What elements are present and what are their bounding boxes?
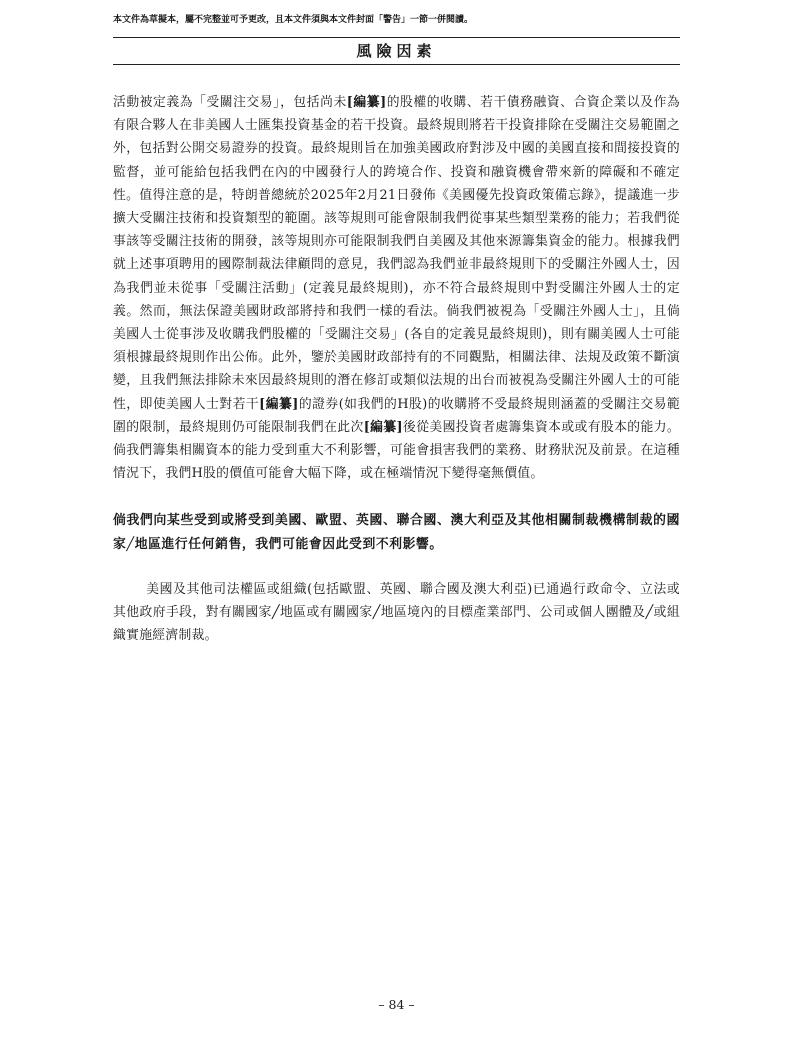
redacted-marker: [編纂] [259, 396, 299, 412]
redacted-marker: [編纂] [346, 95, 387, 110]
risk-factor-heading: 倘我們向某些受到或將受到美國、歐盟、英國、聯合國、澳大利亞及其他相關制裁機構制裁的國家╱地區進行任何銷售，我們可能會因此受到不利影響。 [113, 513, 680, 552]
paragraph-1-text-part-2: 的股權的收購、若干債務融資、合資企業以及作為有限合夥人在非美國人士匯集投資基金的若干投資。最終規則將若干投資排除在受關注交易範圍之外，包括對公開交易證券的投資。最終規則旨在加強美國政府對涉及中國的美國直接和間接投資的監督，並可能給包括我們在內的中國發行人的跨境合作、投資和融資機會帶來新的障礙和不確定性。值得注意的是，特朗普總統於2025年2月21日發佈《美國優先投資政策備忘錄》，提議進一步擴大受關注技術和投資類型的範圍。該等規則可能會限制我們從事某些類型業務的能力；若我們從事該等受關注技術的開發，該等規則亦可能限制我們自美國及其他來源籌集資金的能力。根據我們就上述事項聘用的國際制裁法律顧問的意見，我們認為我們並非最終規則下的受關注外國人士，因為我們並未從事「受關注活動」(定義見最終規則)，亦不符合最終規則中對受關注外國人士的定義。然而，無法保證美國財政部將持和我們一樣的看法。倘我們被視為「受關注外國人士」，且倘美國人士從事涉及收購我們股權的「受關注交易」(各自的定義見最終規則)，則有關美國人士可能須根據最終規則作出公佈。此外，鑒於美國財政部持有的不同觀點，相關法律、法規及政策不斷演變，且我們無法排除未來因最終規則的潛在修訂或類似法規的出台而被視為受關注外國人士的可能性，即使美國人士對若干 [113, 95, 681, 412]
paragraph-1-text-part-4: 後從美國投資者處籌集資本或或有股本的能力。倘我們籌集相關資本的能力受到重大不利影響，可能會損害我們的業務、財務狀況及前景。在這種情況下，我們H股的價值可能會大幅下降，或在極端情況下變得毫無價值。 [113, 419, 680, 482]
page-number: – 84 – [378, 997, 415, 1012]
body-paragraph-1 [113, 91, 680, 485]
main-content [113, 91, 680, 647]
redacted-marker: [編纂] [363, 419, 403, 435]
body-paragraph-2: 美國及其他司法權區或組織(包括歐盟、英國、聯合國及澳大利亞)已通過行政命令、立法或其他政府手段，對有關國家╱地區或有關國家╱地區境內的目標產業部門、公司或個人團體及╱或組織實施經濟制裁。 [113, 581, 680, 644]
section-title: 風險因素 [356, 42, 437, 60]
paragraph-1-text-part-1: 活動被定義為「受關注交易」，包括尚未 [113, 95, 347, 110]
paragraph-1-text-part-3: 的證券(如我們的H股)的收購將不受最終規則涵蓋的受關注交易範圍的限制，最終規則仍可能限制我們在此次 [113, 396, 680, 435]
header-rule-bottom [113, 64, 680, 65]
draft-disclaimer: 本文件為草擬本，屬不完整並可予更改，且本文件須與本文件封面「警告」一節一併閱讀。 [113, 15, 474, 25]
header-rule-top [113, 37, 680, 38]
